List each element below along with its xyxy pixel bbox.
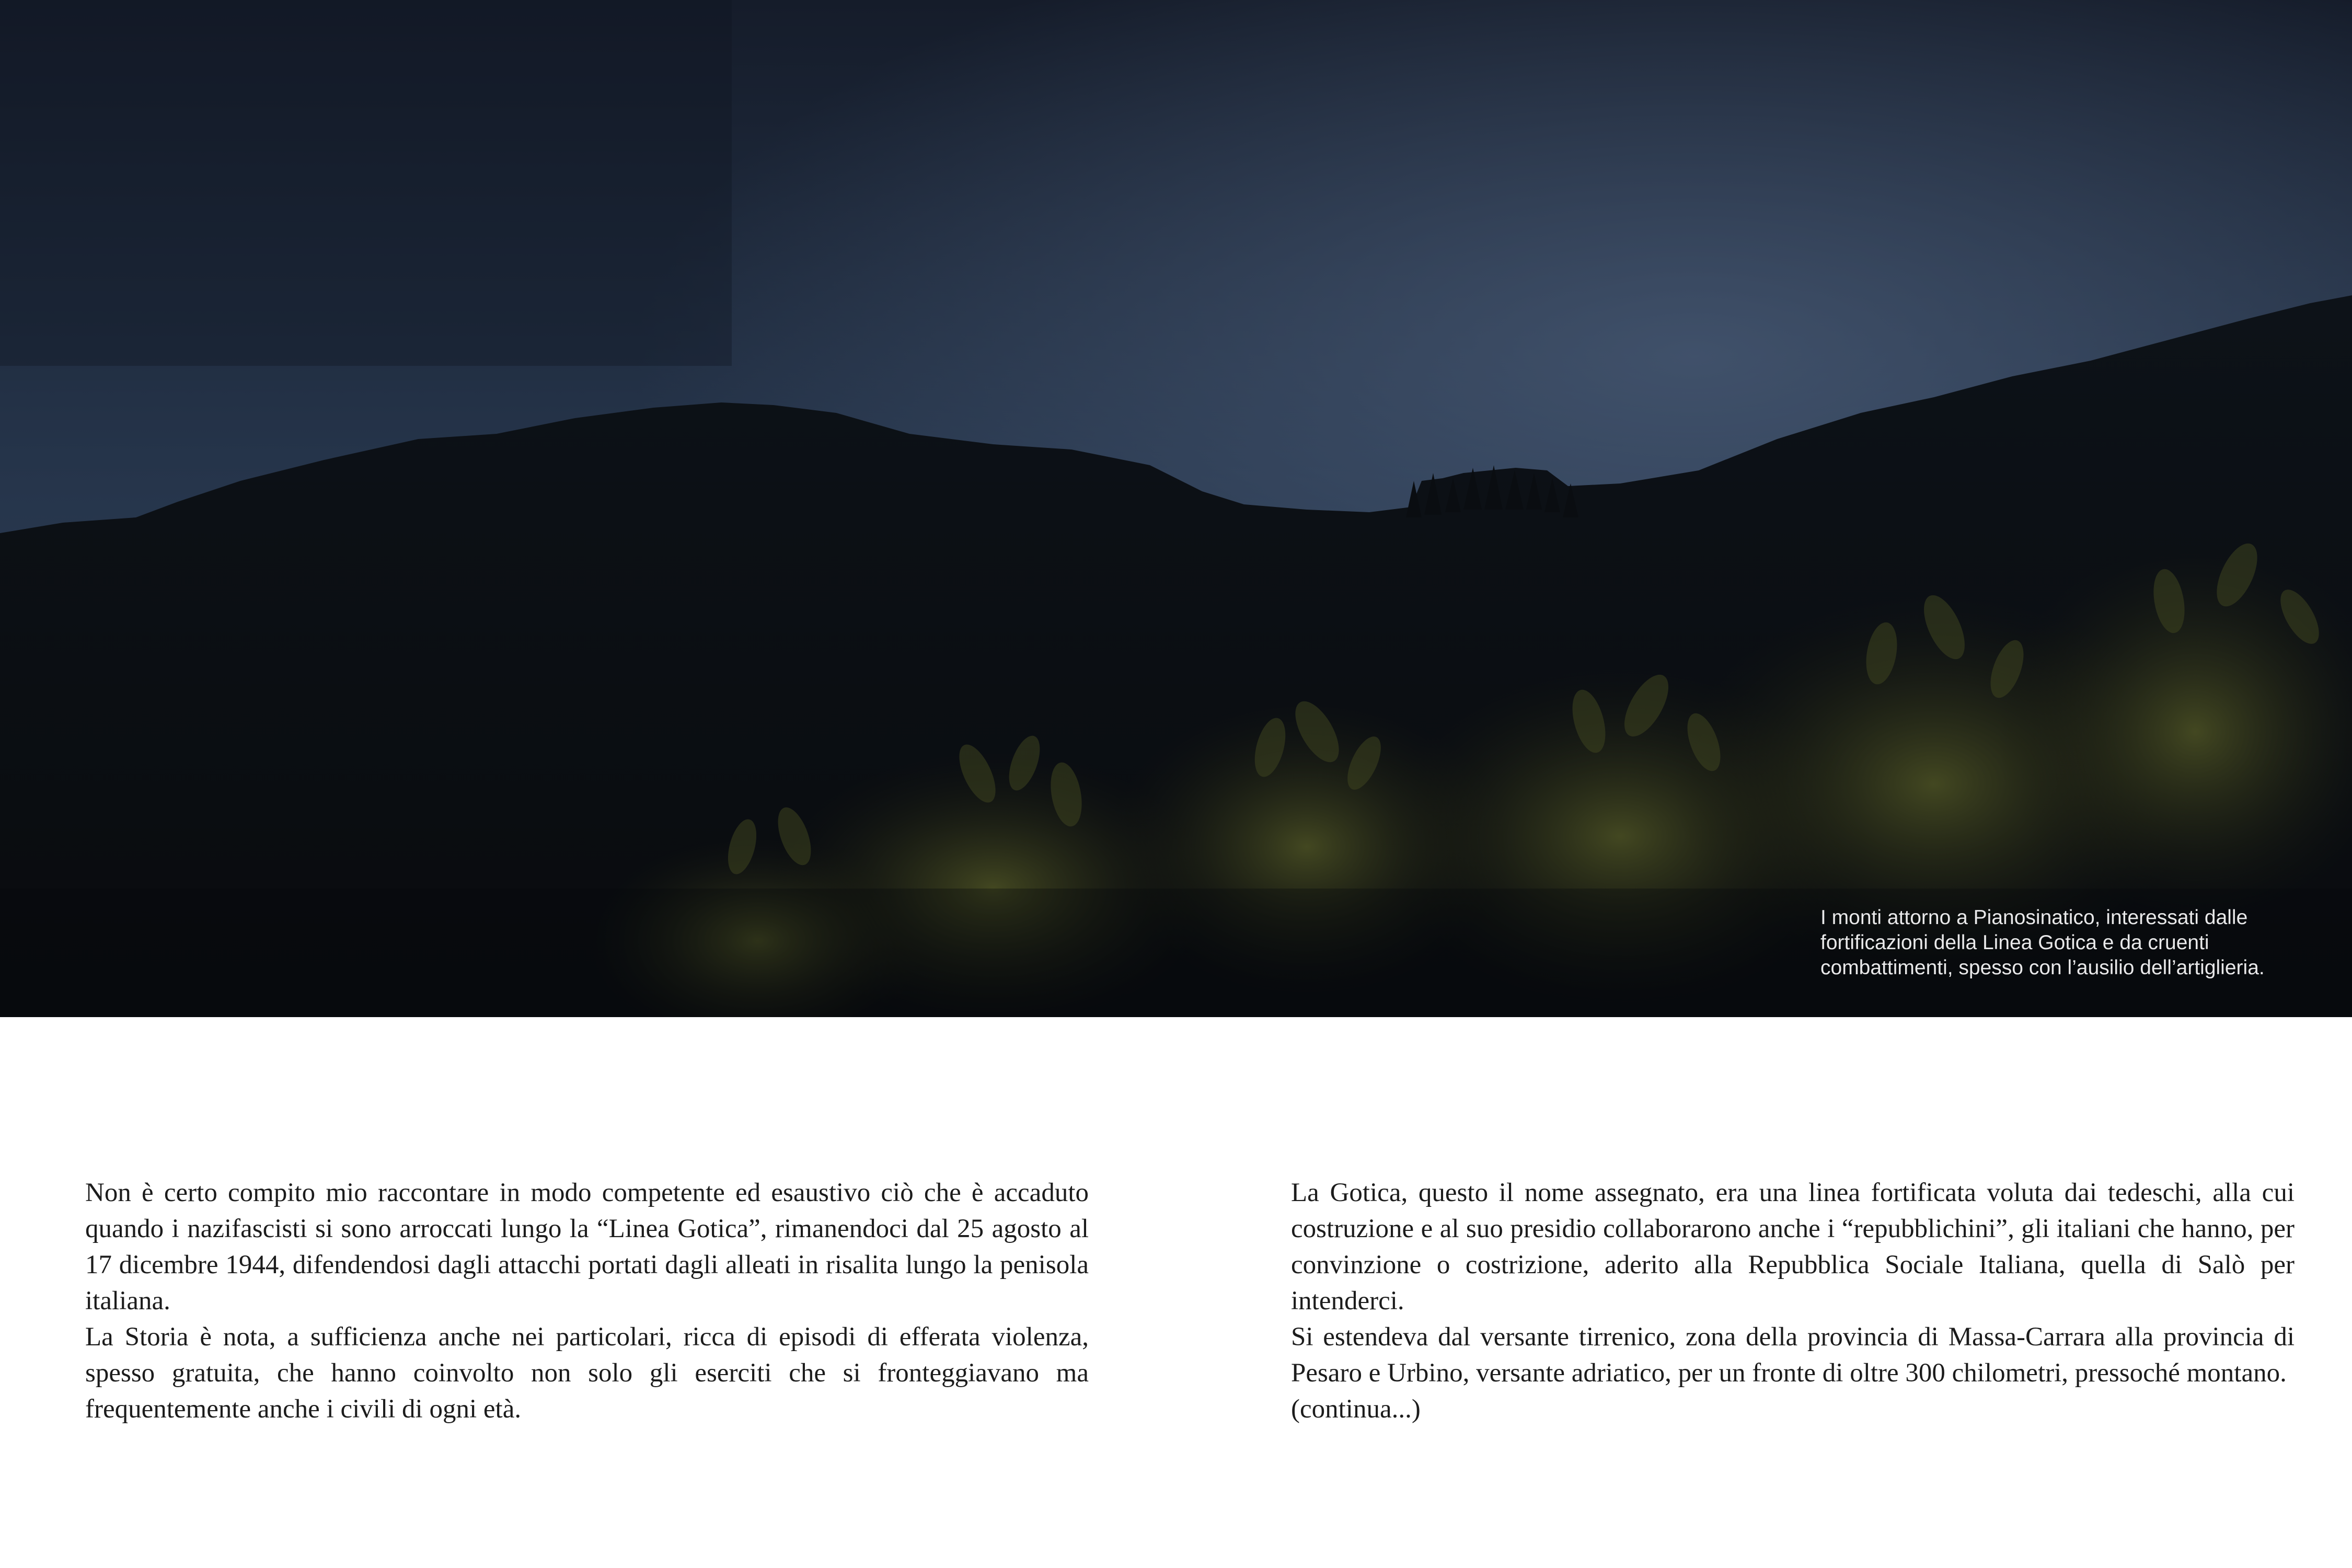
text-column-right <box>1291 1175 2295 1427</box>
paragraph: Non è certo compito mio raccontare in modo competente ed esaustivo ciò che è accaduto quando i nazifascisti si sono arroccati lungo la “Linea Gotica”, rimanendoci dal 25 agosto al 17 dicembre 1944, difendendosi dagli attacchi portati dagli alleati in risalita lungo la penisola italiana. <box>85 1178 1089 1316</box>
paragraph: Si estendeva dal versante tirrenico, zona della provincia di Massa-Carrara alla provincia di Pesaro e Urbino, versante adriatico, per un fronte di oltre 300 chilometri, pressoché montano. <box>1291 1322 2295 1388</box>
photo-caption: I monti attorno a Pianosinatico, interessati dalle fortificazioni della Linea Gotica e da cruenti combattimenti, spesso con l’ausilio dell’artiglieria. <box>1820 906 2265 979</box>
paragraph: La Storia è nota, a sufficienza anche nei particolari, ricca di episodi di efferata violenza, spesso gratuita, che hanno coinvolto non solo gli eserciti che si fronteggiavano ma frequentemente anche i civili di ogni età. <box>85 1322 1089 1424</box>
text-column-left <box>85 1175 1089 1427</box>
continua-label: (continua...) <box>1291 1394 1421 1424</box>
paragraph: La Gotica, questo il nome assegnato, era una linea fortificata voluta dai tedeschi, alla cui costruzione e al suo presidio collaborarono anche i “repubblichini”, gli italiani che hanno, per convinzione o costrizione, aderito alla Repubblica Sociale Italiana, quella di Salò per intenderci. <box>1291 1178 2295 1316</box>
